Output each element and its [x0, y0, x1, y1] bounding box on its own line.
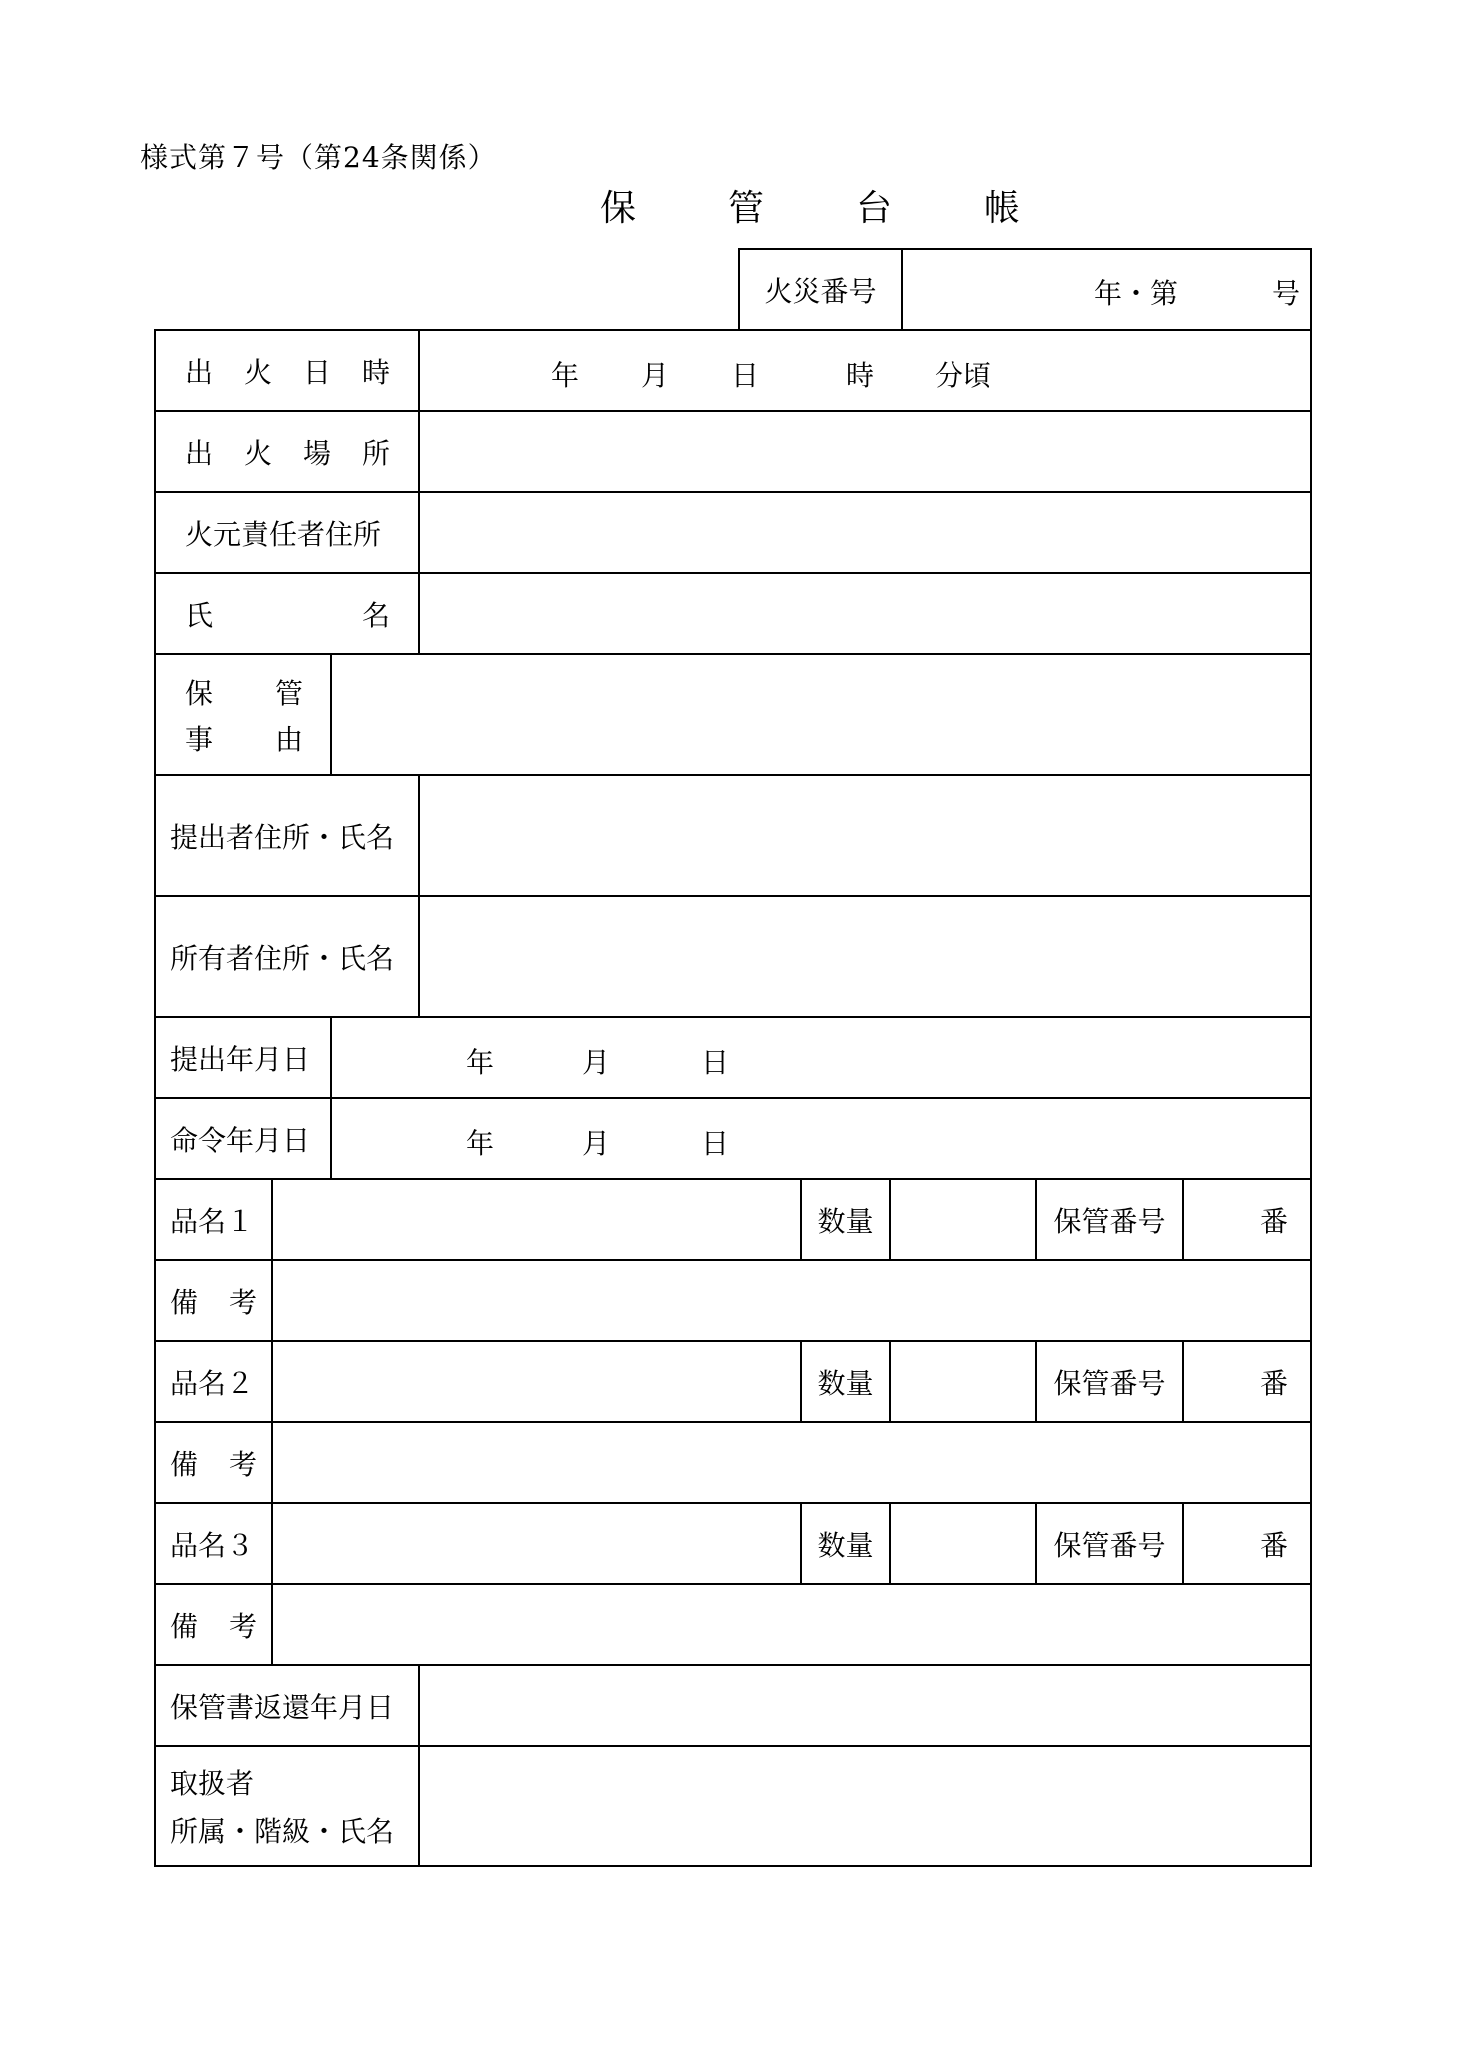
- owner-label: 所有者住所・氏名: [170, 941, 395, 975]
- submit-year-unit: 年: [466, 1046, 495, 1079]
- fire-datetime-label: 出 火 日 時: [185, 355, 390, 389]
- item-2-storage-label: 保管番号: [1053, 1366, 1166, 1400]
- item-1-remarks-label: 備 考: [170, 1285, 257, 1319]
- item-3-storage-input[interactable]: [1184, 1503, 1288, 1584]
- item-2-qty-input[interactable]: [891, 1342, 1035, 1421]
- item-1-storage-input[interactable]: [1184, 1179, 1288, 1260]
- item-1-qty-label: 数量: [817, 1204, 874, 1238]
- document-title: 保 管 台 帳: [600, 188, 1049, 229]
- fire-place-label: 出 火 場 所: [185, 436, 390, 470]
- handler-label-line2: 所属・階級・氏名: [170, 1815, 395, 1848]
- return-date-label: 保管書返還年月日: [170, 1690, 395, 1724]
- submitter-label: 提出者住所・氏名: [170, 820, 395, 854]
- item-1-ban-unit: 番: [1259, 1204, 1288, 1238]
- fire-number-no-text: 号: [1272, 277, 1301, 310]
- item-3-label: 品名３: [170, 1528, 255, 1562]
- item-2-remarks-label: 備 考: [170, 1447, 257, 1481]
- responsible-address-label: 火元責任者住所: [185, 517, 382, 551]
- item-2-storage-input[interactable]: [1184, 1341, 1288, 1422]
- fire-number-year-text: 年・第: [1094, 277, 1179, 310]
- item-3-ban-unit: 番: [1259, 1528, 1288, 1562]
- reason-input[interactable]: [332, 655, 1310, 774]
- item-1-label: 品名１: [170, 1204, 255, 1238]
- item-3-qty-label: 数量: [817, 1528, 874, 1562]
- item-3-qty-input[interactable]: [891, 1504, 1035, 1583]
- fire-day-unit: 日: [731, 359, 760, 392]
- item-2-remarks-input[interactable]: [273, 1423, 1310, 1502]
- item-3-remarks-label: 備 考: [170, 1609, 257, 1643]
- form-number: 様式第７号（第24条関係）: [140, 141, 497, 174]
- item-1-storage-label: 保管番号: [1053, 1204, 1166, 1238]
- fire-month-unit: 月: [641, 359, 670, 392]
- name-label: 氏 名: [185, 598, 390, 632]
- submit-day-unit: 日: [701, 1046, 730, 1079]
- fire-year-unit: 年: [551, 359, 580, 392]
- handler-input[interactable]: [420, 1747, 1310, 1865]
- order-date-label: 命令年月日: [170, 1123, 311, 1157]
- item-1-qty-input[interactable]: [891, 1180, 1035, 1259]
- item-3-remarks-input[interactable]: [273, 1585, 1310, 1664]
- submitter-input[interactable]: [420, 776, 1310, 895]
- item-1-name-input[interactable]: [273, 1180, 800, 1259]
- handler-label-line1: 取扱者: [170, 1767, 255, 1800]
- owner-input[interactable]: [420, 897, 1310, 1016]
- item-2-label: 品名２: [170, 1366, 255, 1400]
- item-1-remarks-input[interactable]: [273, 1261, 1310, 1340]
- name-input[interactable]: [420, 574, 1310, 653]
- fire-number-input[interactable]: [1180, 250, 1268, 329]
- order-day-unit: 日: [701, 1127, 730, 1160]
- item-2-name-input[interactable]: [273, 1342, 800, 1421]
- item-2-qty-label: 数量: [817, 1366, 874, 1400]
- fire-place-input[interactable]: [420, 412, 1310, 491]
- submit-date-label: 提出年月日: [170, 1042, 311, 1076]
- submit-month-unit: 月: [582, 1046, 611, 1079]
- fire-hour-unit: 時: [846, 359, 875, 392]
- item-3-name-input[interactable]: [273, 1504, 800, 1583]
- order-year-unit: 年: [466, 1127, 495, 1160]
- order-month-unit: 月: [582, 1127, 611, 1160]
- item-2-ban-unit: 番: [1259, 1366, 1288, 1400]
- return-date-input[interactable]: [420, 1666, 1310, 1745]
- handler-label: [170, 1746, 419, 1866]
- responsible-address-input[interactable]: [420, 493, 1310, 572]
- reason-label: 保 管 事 由: [185, 676, 303, 756]
- fire-number-label: 火災番号: [764, 274, 877, 308]
- fire-minute-unit: 分頃: [935, 359, 992, 392]
- fire-year-input[interactable]: [903, 250, 1083, 329]
- item-3-storage-label: 保管番号: [1053, 1528, 1166, 1562]
